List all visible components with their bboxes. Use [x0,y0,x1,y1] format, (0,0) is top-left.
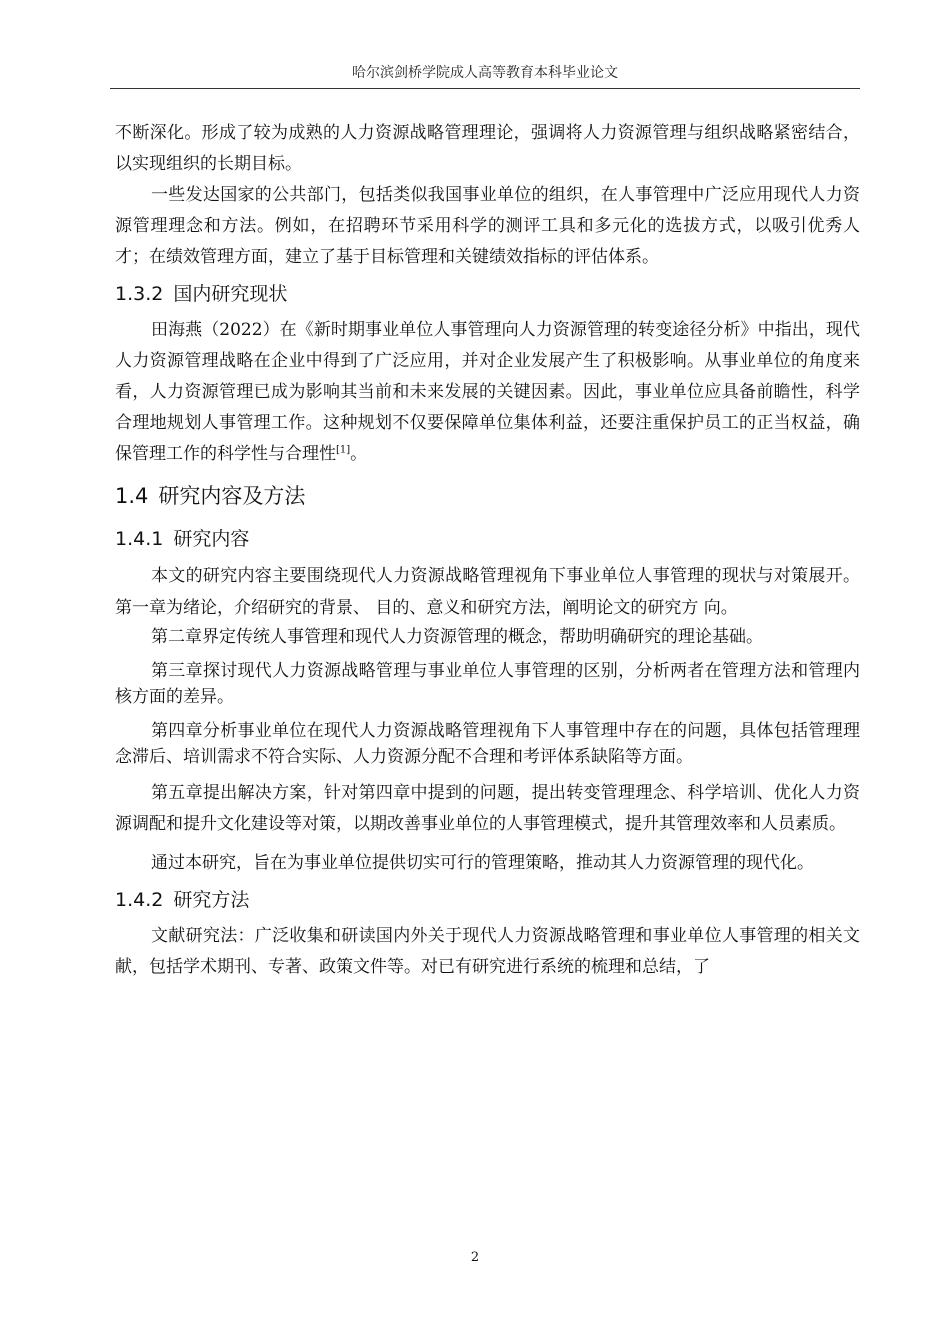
header-rule [110,88,860,89]
page-number: 2 [470,1250,480,1265]
paragraph: 本文的研究内容主要围绕现代人力资源战略管理视角下事业单位人事管理的现状与对策展开。第一章为绪论，介绍研究的背景、 目的、意义和研究方法，阐明论文的研究方 向。 [115,566,860,618]
heading-text: 研究内容 [173,528,250,550]
section-heading-1-3-2 [115,277,860,311]
paragraph: 第五章提出解决方案，针对第四章中提到的问题，提出转变管理理念、科学培训、优化人力资源调配和提升文化建设等对策，以期改善事业单位的人事管理模式，提升其管理效率和人员素质。 [115,783,860,834]
heading-text: 国内研究现状 [173,283,288,305]
heading-text: 研究内容及方法 [158,484,306,508]
citation: [1] [336,444,351,456]
paragraph: 第三章探讨现代人力资源战略管理与事业单位人事管理的区别，分析两者在管理方法和管理内核方面的差异。 [115,661,860,707]
section-heading-1-4-1 [115,522,860,556]
paragraph-text: 田海燕（2022）在《新时期事业单位人事管理向人力资源管理的转变途径分析》中指出，现代人力资源管理战略在企业中得到了广泛应用，并对企业发展产生了积极影响。从事业单位的角度来看，人力资源管理已成为影响其当前和未来发展的关键因素。因此，事业单位应具备前瞻性，科学合理地规划人事管理工作。这种规划不仅要保障单位集体利益，还要注重保护员工的正当权益，确保管理工作的科学性与合理性 [115,320,860,464]
paragraph: 不断深化。形成了较为成熟的人力资源战略管理理论，强调将人力资源管理与组织战略紧密结合，以实现组织的长期目标。 [115,123,860,174]
section-heading-1-4 [115,478,860,514]
paragraph: 通过本研究，旨在为事业单位提供切实可行的管理策略，推动其人力资源管理的现代化。 [151,853,814,873]
paragraph: 第四章分析事业单位在现代人力资源战略管理视角下人事管理中存在的问题，具体包括管理理念滞后、培训需求不符合实际、人力资源分配不合理和考评体系缺陷等方面。 [115,721,860,767]
heading-number: 1.4.2 [115,889,164,911]
section-heading-1-4-2 [115,883,860,917]
paragraph [115,315,860,470]
heading-number: 1.4.1 [115,528,164,550]
heading-number: 1.4 [115,484,149,508]
page-body [115,118,860,983]
paragraph: 文献研究法：广泛收集和研读国内外关于现代人力资源战略管理和事业单位人事管理的相关文献，包括学术期刊、专著、政策文件等。对已有研究进行系统的梳理和总结，了 [115,926,860,977]
heading-text: 研究方法 [173,889,250,911]
running-header: 哈尔滨剑桥学院成人高等教育本科毕业论文 [352,65,618,81]
heading-number: 1.3.2 [115,283,164,305]
paragraph-end: 。 [350,444,368,464]
paragraph: 一些发达国家的公共部门，包括类似我国事业单位的组织，在人事管理中广泛应用现代人力资源管理理念和方法。例如，在招聘环节采用科学的测评工具和多元化的选拔方式，以吸引优秀人才；在绩效管理方面，建立了基于目标管理和关键绩效指标的评估体系。 [115,185,860,267]
paragraph: 第二章界定传统人事管理和现代人力资源管理的概念，帮助明确研究的理论基础。 [151,627,763,647]
